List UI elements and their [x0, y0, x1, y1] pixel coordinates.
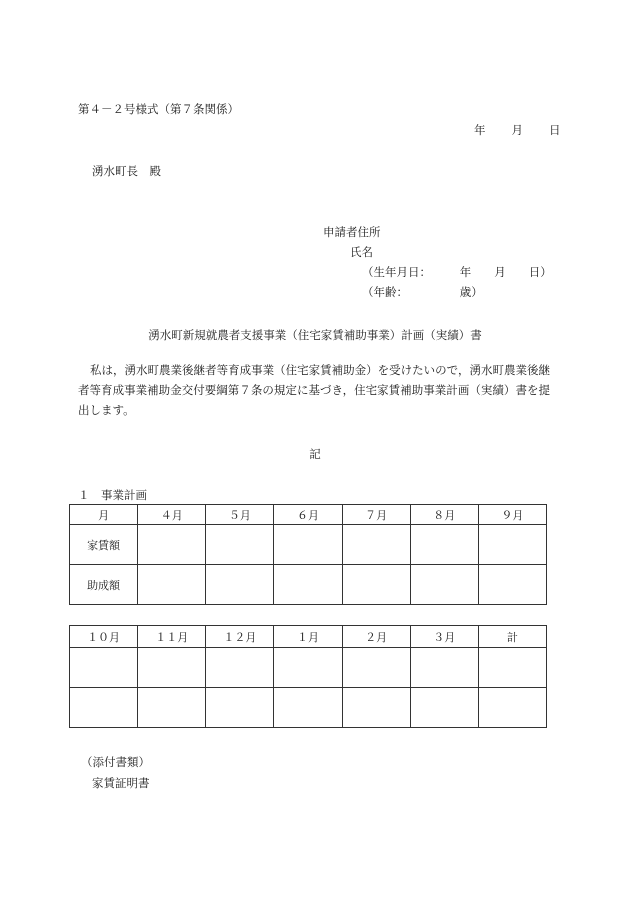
header-cell: ３月	[410, 626, 478, 648]
rent-cell[interactable]	[206, 525, 274, 565]
body-paragraph: 私は，湧水町農業後継者等育成事業（住宅家賃補助金）を受けたいので，湧水町農業後継者等育成事業補助金交付要綱第７条の規定に基づき，住宅家賃補助事業計画（実績）書を提出します。	[78, 363, 550, 417]
subsidy-cell[interactable]	[138, 688, 206, 728]
header-cell: ６月	[274, 505, 342, 525]
header-cell: １１月	[138, 626, 206, 648]
attachments-heading: （添付書類）	[81, 755, 150, 769]
subsidy-cell[interactable]	[410, 565, 478, 605]
addressee: 湧水町長 殿	[92, 164, 161, 178]
header-cell: ８月	[410, 505, 478, 525]
subsidy-cell[interactable]	[70, 688, 138, 728]
table-row-subsidy	[70, 688, 547, 728]
subsidy-cell[interactable]	[478, 688, 546, 728]
rent-cell[interactable]	[410, 525, 478, 565]
header-cell: ７月	[342, 505, 410, 525]
header-cell: １２月	[206, 626, 274, 648]
rent-cell[interactable]	[138, 525, 206, 565]
subsidy-cell[interactable]	[274, 565, 342, 605]
header-cell: ４月	[138, 505, 206, 525]
row-label-rent: 家賃額	[70, 525, 138, 565]
row-label-subsidy: 助成額	[70, 565, 138, 605]
rent-cell[interactable]	[206, 648, 274, 688]
table-header-row	[70, 505, 547, 525]
date-month: 月	[511, 123, 523, 137]
rent-cell[interactable]	[478, 648, 546, 688]
header-cell: 計	[478, 626, 546, 648]
subsidy-cell[interactable]	[342, 565, 410, 605]
rent-cell[interactable]	[478, 525, 546, 565]
plan-table-apr-sep	[69, 504, 547, 605]
subsidy-cell[interactable]	[138, 565, 206, 605]
subsidy-cell[interactable]	[274, 688, 342, 728]
header-cell: １月	[274, 626, 342, 648]
plan-table-oct-mar	[69, 625, 547, 728]
subsidy-cell[interactable]	[342, 688, 410, 728]
applicant-name-label: 氏名	[350, 245, 373, 259]
header-cell: １０月	[70, 626, 138, 648]
header-cell: 月	[70, 505, 138, 525]
date-line	[474, 122, 561, 138]
subsidy-cell[interactable]	[206, 688, 274, 728]
applicant-birth-date: （生年月日： 年 月 日）	[362, 265, 552, 279]
rent-cell[interactable]	[274, 525, 342, 565]
section-heading-plan: １ 事業計画	[78, 488, 147, 502]
applicant-address-label: 申請者住所	[323, 225, 381, 239]
date-day: 日	[549, 123, 561, 137]
rent-cell[interactable]	[274, 648, 342, 688]
table-header-row	[70, 626, 547, 648]
rent-cell[interactable]	[342, 525, 410, 565]
subsidy-cell[interactable]	[206, 565, 274, 605]
header-cell: ５月	[206, 505, 274, 525]
subsidy-cell[interactable]	[478, 565, 546, 605]
rent-cell[interactable]	[70, 648, 138, 688]
rent-cell[interactable]	[342, 648, 410, 688]
rent-cell[interactable]	[410, 648, 478, 688]
ki-marker: 記	[309, 447, 321, 461]
header-cell: ２月	[342, 626, 410, 648]
header-cell: ９月	[478, 505, 546, 525]
attachment-item: 家賃証明書	[92, 776, 150, 790]
form-number: 第４－２号様式（第７条関係）	[78, 102, 239, 116]
table-row-subsidy	[70, 565, 547, 605]
table-row-rent	[70, 525, 547, 565]
table-row-rent	[70, 648, 547, 688]
document-title: 湧水町新規就農者支援事業（住宅家賃補助事業）計画（実績）書	[148, 328, 482, 342]
rent-cell[interactable]	[138, 648, 206, 688]
date-year: 年	[474, 123, 486, 137]
applicant-age: （年齢： 歳）	[362, 285, 483, 299]
subsidy-cell[interactable]	[410, 688, 478, 728]
